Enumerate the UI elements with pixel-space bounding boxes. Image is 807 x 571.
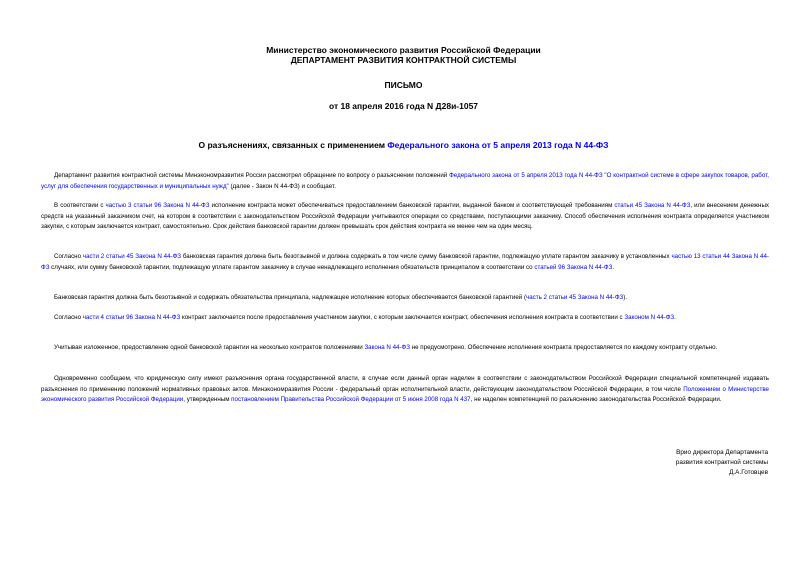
text: Департамент развития контрактной системы Минэкономразвития России рассмотрел обращение по вопросу о разъяснении положений — [54, 172, 450, 179]
text: В соответствии с — [54, 202, 106, 209]
law-link[interactable]: статьи 45 Закона N 44-ФЗ — [614, 202, 691, 209]
law-link[interactable]: Законом N 44-ФЗ — [624, 314, 675, 321]
paragraph-1 — [41, 171, 769, 192]
document-subject — [0, 140, 807, 150]
text: банковская гарантия должна быть безотзывной и должна содержать в том числе сумму банковской гарантии, подлежащую уплате гарантом заказчику в установленных — [181, 253, 672, 260]
subject-law-link[interactable]: Федерального закона от 5 апреля 2013 года N 44-ФЗ — [387, 140, 609, 150]
ministry-name: Министерство экономического развития Российской Федерации — [266, 45, 541, 55]
department-name: ДЕПАРТАМЕНТ РАЗВИТИЯ КОНТРАКТНОЙ СИСТЕМЫ — [290, 55, 517, 65]
law-link[interactable]: Закона N 44-ФЗ — [364, 344, 410, 351]
text: , или внесением денежных средств на указанный заказчиком счет, на котором в соответствии с законодательством Российской Федерации учитываются операции со средствами, поступающими заказчику. Способ обеспечения исполнения контракта определяется участником закупки, с которым заключается контракт, самостоятельно. Срок действия банковской гарантии должен превышать срок действия контракта не менее чем на один месяц. — [41, 202, 769, 231]
text: не предусмотрено. Обеспечение исполнения контракта предоставляется по каждому контракту отдельно. — [409, 344, 718, 351]
law-link[interactable]: части 2 статьи 45 Закона N 44-ФЗ — [82, 253, 182, 260]
signature-block — [676, 448, 768, 478]
law-link[interactable]: Федерального закона от 5 апреля 2013 года N 44-ФЗ "О контрактной системе в сфере закупок товаров, работ, услуг для обеспечения государственных и муниципальных нужд" — [41, 172, 769, 190]
text: случаях, или сумму банковской гарантии, подлежащую уплате гарантом заказчику в случае ненадлежащего исполнения обязательств принципалом в соответствии со — [49, 263, 535, 271]
text: . — [612, 263, 615, 271]
text: Согласно — [54, 253, 83, 260]
law-link[interactable]: частью 3 статьи 96 Закона N 44-ФЗ — [105, 202, 210, 209]
text: Одновременно сообщаем, что юридическую силу имеют разъяснения органа государственной власти, в случае если данный орган наделен в соответствии с законодательством Российской Федерации специальной компетенцией издавать разъяснения по применению положений нормативных правовых актов. Минэкономразвития России - федеральный орган исполнительной власти, действующим законодательством Российской Федерации, в том числе — [41, 375, 769, 393]
signature-department: развития контрактной системы — [675, 459, 768, 466]
paragraph-5 — [41, 313, 769, 324]
law-link[interactable]: части 4 статьи 96 Закона N 44-ФЗ — [82, 314, 181, 321]
text: . — [674, 314, 676, 321]
text: ). — [623, 294, 628, 301]
signature-title: Врио директора Департамента — [676, 449, 768, 456]
subject-prefix: О разъяснениях, связанных с применением — [198, 140, 388, 150]
text: Банковская гарантия должна быть безотзывной и содержать обязательства принципала, надлежащее исполнение которых обеспечивается банковской гарантией ( — [54, 294, 527, 301]
signature-name: Д.А.Готовцев — [729, 469, 768, 476]
paragraph-6 — [41, 343, 769, 354]
law-link[interactable]: статьей 96 Закона N 44-ФЗ — [534, 263, 613, 271]
paragraph-4 — [41, 293, 769, 304]
text: (далее - Закон N 44-ФЗ) и сообщает. — [228, 182, 336, 190]
text: контракт заключается после предоставления участником закупки, с которым заключается контракт, обеспечения исполнения контракта в соответствии с — [180, 314, 625, 321]
text: , утвержденным — [183, 396, 232, 404]
paragraph-7 — [41, 374, 769, 406]
decree-link[interactable]: постановлением Правительства Российской Федерации от 5 июня 2008 года N 437 — [231, 396, 471, 404]
regulation-link[interactable]: Положением о Министерстве экономического развития Российской Федерации — [41, 385, 769, 404]
paragraph-3 — [41, 252, 769, 273]
document-date-number: от 18 апреля 2016 года N Д28и-1057 — [328, 101, 479, 111]
law-link[interactable]: часть 2 статьи 45 Закона N 44-ФЗ — [526, 294, 624, 301]
text: , не наделен компетенцией по разъяснению законодательства Российской Федерации. — [470, 396, 722, 404]
text: исполнение контракта может обеспечиваться предоставлением банковской гарантии, выданной банком и соответствующей требованиям — [209, 202, 615, 209]
document-type: ПИСЬМО — [384, 80, 423, 90]
text: Согласно — [54, 314, 83, 321]
paragraph-2 — [41, 201, 769, 233]
law-link[interactable]: частью 13 статьи 44 Закона N 44-ФЗ — [41, 253, 769, 271]
text: Учитывая изложенное, предоставление одной банковской гарантии на несколько контрактов положениями — [54, 344, 365, 351]
